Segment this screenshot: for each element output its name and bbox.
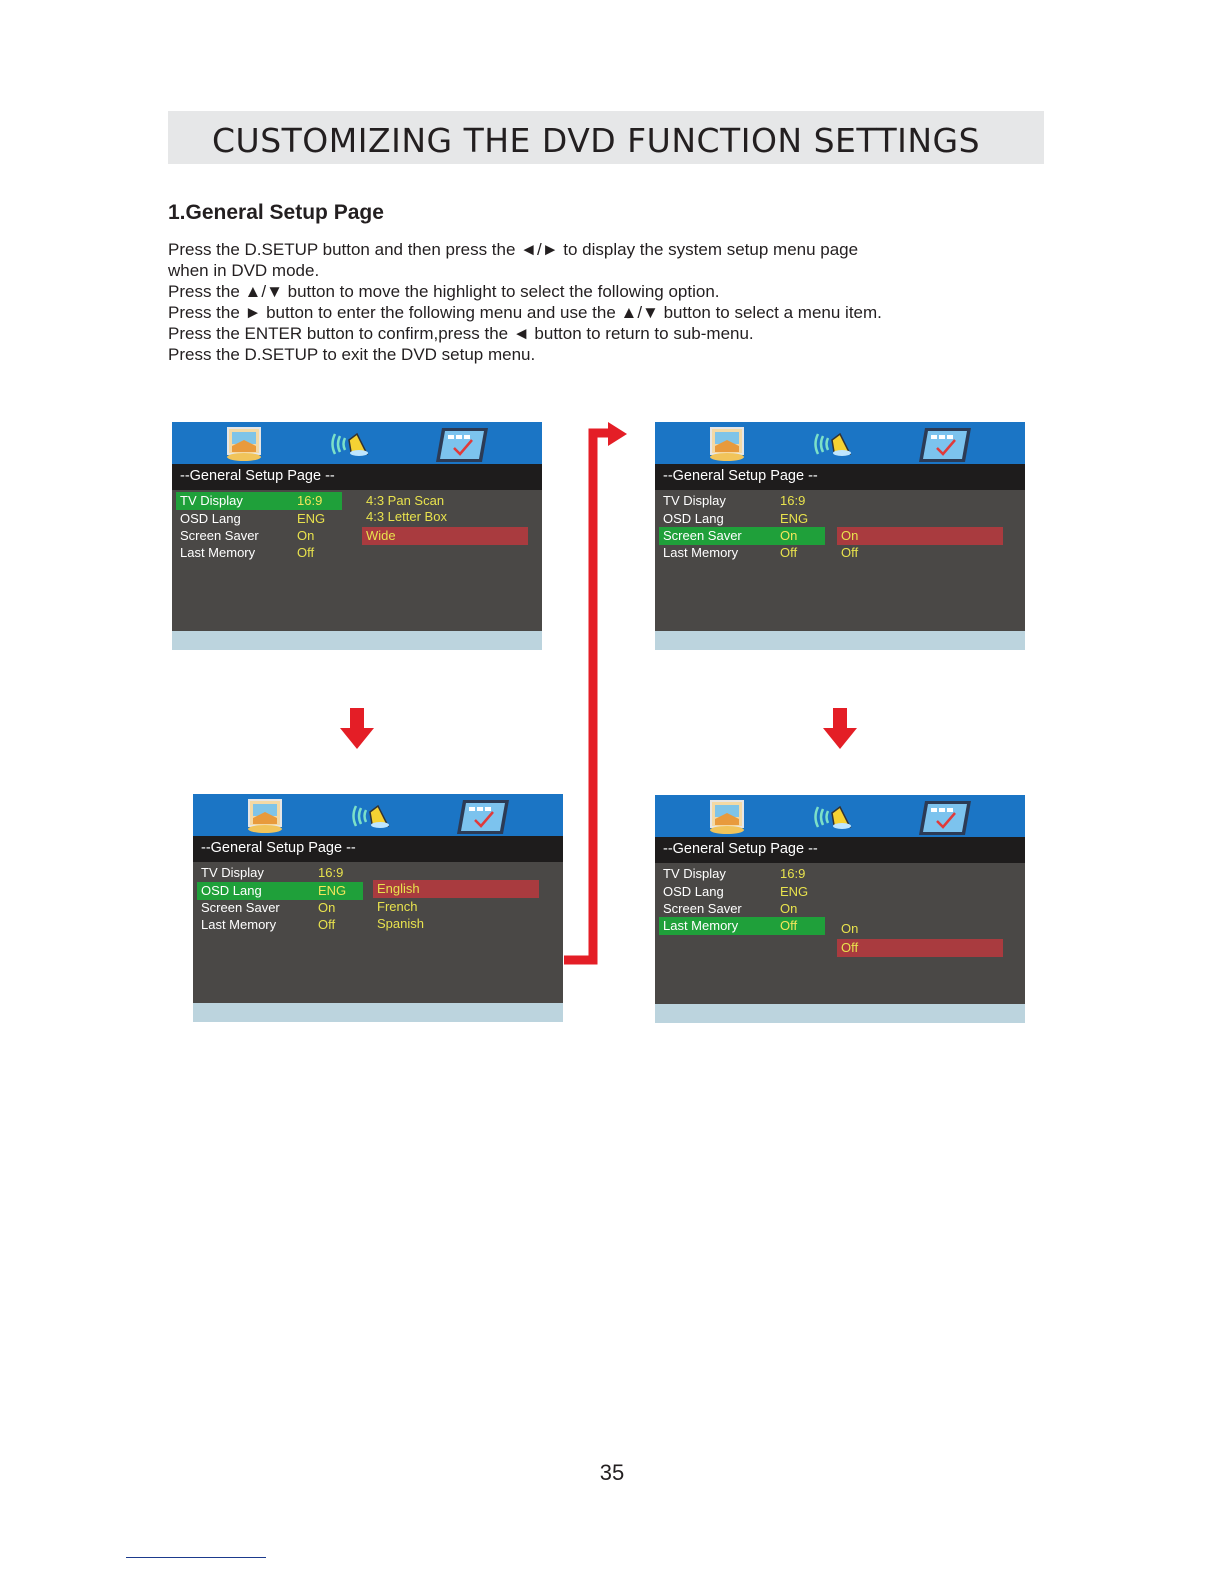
menu-row-label: TV Display	[663, 866, 726, 881]
osd-title-bar	[655, 837, 1025, 863]
instruction-line: when in DVD mode.	[168, 261, 320, 280]
menu-row-label: Last Memory	[663, 918, 739, 933]
menu-row[interactable]	[197, 882, 363, 900]
menu-row[interactable]	[659, 492, 825, 510]
menu-row[interactable]	[197, 916, 363, 934]
menu-row[interactable]	[659, 917, 825, 935]
osd-title-bar	[193, 836, 563, 862]
menu-row-value: ENG	[318, 883, 347, 898]
osd-screen-tv-display	[172, 422, 542, 650]
menu-row-value: 16:9	[780, 493, 806, 508]
menu-row-value: Off	[780, 918, 798, 933]
menu-row-label: OSD Lang	[201, 883, 262, 898]
option-item[interactable]	[837, 939, 1003, 957]
menu-row-label: TV Display	[201, 865, 264, 880]
general-setup-icon[interactable]	[245, 798, 289, 839]
option-item[interactable]	[837, 544, 1003, 562]
menu-row[interactable]	[659, 510, 825, 528]
option-item[interactable]	[837, 920, 1003, 938]
osd-title: --General Setup Page --	[663, 468, 818, 484]
section-heading: 1.General Setup Page	[168, 201, 384, 224]
audio-setup-icon[interactable]	[810, 799, 858, 840]
osd-screen-osd-lang	[193, 794, 563, 1022]
menu-row-label: Screen Saver	[663, 528, 742, 543]
osd-screen-screen-saver	[655, 422, 1025, 650]
option-label: Off	[841, 940, 859, 955]
menu-row[interactable]	[176, 492, 342, 510]
option-label: On	[841, 921, 859, 936]
osd-icon-bar	[655, 795, 1025, 837]
instruction-line: Press the D.SETUP to exit the DVD setup menu.	[168, 345, 536, 364]
preference-setup-icon[interactable]	[434, 426, 490, 469]
menu-row-label: Last Memory	[201, 917, 277, 932]
option-item[interactable]	[362, 508, 528, 526]
general-setup-icon[interactable]	[224, 426, 268, 467]
menu-row-label: OSD Lang	[180, 511, 241, 526]
menu-row-value: 16:9	[318, 865, 344, 880]
option-label: Wide	[366, 528, 396, 543]
menu-row[interactable]	[176, 527, 342, 545]
option-item[interactable]	[373, 880, 539, 898]
menu-row-value: ENG	[780, 884, 809, 899]
osd-title-bar	[655, 464, 1025, 490]
menu-row-label: Screen Saver	[663, 901, 742, 916]
menu-row[interactable]	[197, 899, 363, 917]
audio-setup-icon[interactable]	[348, 798, 396, 839]
osd-status-bar	[172, 631, 542, 650]
menu-row-value: ENG	[780, 511, 809, 526]
menu-row-value: Off	[297, 545, 315, 560]
down-arrow-icon	[823, 708, 857, 750]
menu-row-label: Screen Saver	[180, 528, 259, 543]
page-title: CUSTOMIZING THE DVD FUNCTION SETTINGS	[212, 121, 981, 160]
audio-setup-icon[interactable]	[810, 426, 858, 467]
option-item[interactable]	[373, 898, 539, 916]
menu-row-value: Off	[318, 917, 336, 932]
option-item[interactable]	[837, 527, 1003, 545]
menu-row-label: TV Display	[180, 493, 243, 508]
menu-row[interactable]	[659, 883, 825, 901]
osd-icon-bar	[193, 794, 563, 836]
osd-screen-last-memory	[655, 795, 1025, 1023]
osd-title: --General Setup Page --	[201, 840, 356, 856]
menu-row[interactable]	[176, 510, 342, 528]
down-arrow-icon	[340, 708, 374, 750]
menu-row[interactable]	[659, 527, 825, 545]
footer-rule	[126, 1557, 266, 1558]
menu-row-value: On	[297, 528, 315, 543]
menu-row[interactable]	[659, 865, 825, 883]
preference-setup-icon[interactable]	[455, 798, 511, 841]
option-label: 4:3 Letter Box	[366, 509, 447, 524]
osd-status-bar	[655, 1004, 1025, 1023]
osd-title: --General Setup Page --	[663, 841, 818, 857]
instruction-line: Press the D.SETUP button and then press the ◄/► to display the system setup menu page	[168, 240, 859, 259]
menu-row-value: On	[780, 528, 798, 543]
instruction-line: Press the ▲/▼ button to move the highlight to select the following option.	[168, 282, 720, 301]
osd-status-bar	[193, 1003, 563, 1022]
option-label: On	[841, 528, 859, 543]
menu-row-label: Last Memory	[180, 545, 256, 560]
menu-row-value: 16:9	[780, 866, 806, 881]
menu-row[interactable]	[659, 900, 825, 918]
general-setup-icon[interactable]	[707, 799, 751, 840]
general-setup-icon[interactable]	[707, 426, 751, 467]
menu-row-value: 16:9	[297, 493, 323, 508]
option-label: French	[377, 899, 418, 914]
osd-title-bar	[172, 464, 542, 490]
preference-setup-icon[interactable]	[917, 799, 973, 842]
option-label: Spanish	[377, 916, 424, 931]
menu-row-value: ENG	[297, 511, 326, 526]
menu-row[interactable]	[176, 544, 342, 562]
option-label: 4:3 Pan Scan	[366, 493, 445, 508]
audio-setup-icon[interactable]	[327, 426, 375, 467]
osd-icon-bar	[655, 422, 1025, 464]
menu-row-label: Screen Saver	[201, 900, 280, 915]
menu-row-value: On	[780, 901, 798, 916]
menu-row-value: On	[318, 900, 336, 915]
menu-row-label: OSD Lang	[663, 884, 724, 899]
option-label: English	[377, 881, 420, 896]
menu-row[interactable]	[659, 544, 825, 562]
menu-row-value: Off	[780, 545, 798, 560]
instruction-line: Press the ENTER button to confirm,press the ◄ button to return to sub-menu.	[168, 324, 754, 343]
menu-row-label: TV Display	[663, 493, 726, 508]
menu-row[interactable]	[197, 864, 363, 882]
osd-icon-bar	[172, 422, 542, 464]
osd-status-bar	[655, 631, 1025, 650]
option-label: Off	[841, 545, 859, 560]
instruction-line: Press the ► button to enter the following menu and use the ▲/▼ button to select a menu item.	[168, 303, 882, 322]
osd-title: --General Setup Page --	[180, 468, 335, 484]
option-item[interactable]	[373, 915, 539, 933]
menu-row-label: OSD Lang	[663, 511, 724, 526]
menu-row-label: Last Memory	[663, 545, 739, 560]
option-item[interactable]	[362, 527, 528, 545]
preference-setup-icon[interactable]	[917, 426, 973, 469]
page-number: 35	[599, 1460, 625, 1485]
